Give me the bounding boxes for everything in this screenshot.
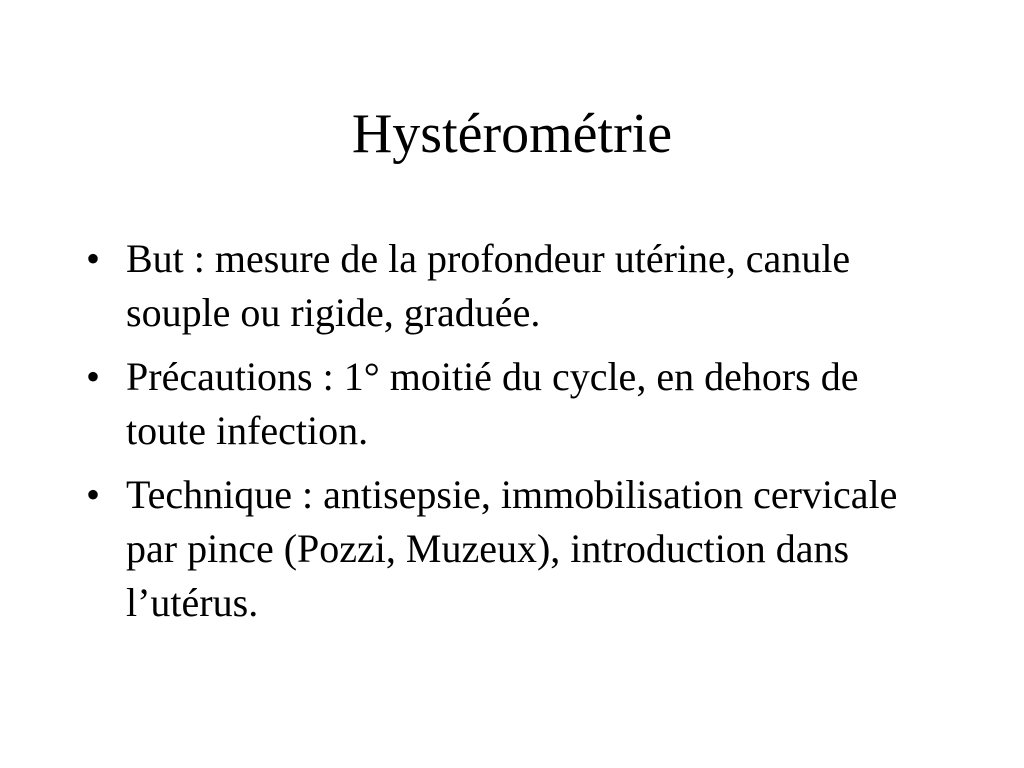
bullet-text-purpose: But : mesure de la profondeur utérine, canule souple ou rigide, graduée. bbox=[126, 236, 851, 335]
bullet-item-technique bbox=[86, 468, 946, 630]
bullet-icon: • bbox=[86, 354, 101, 399]
bullet-item-precautions bbox=[86, 350, 946, 458]
bullet-icon: • bbox=[86, 472, 101, 517]
bullet-list bbox=[86, 232, 946, 640]
slide-title: Hystérométrie bbox=[351, 103, 673, 165]
bullet-text-precautions: Précautions : 1° moitié du cycle, en dehors de toute infection. bbox=[126, 354, 859, 453]
bullet-text-technique: Technique : antisepsie, immobilisation cervicale par pince (Pozzi, Muzeux), introduction dans l’utérus. bbox=[126, 472, 898, 625]
bullet-icon: • bbox=[86, 236, 101, 281]
bullet-item-purpose bbox=[86, 232, 946, 340]
